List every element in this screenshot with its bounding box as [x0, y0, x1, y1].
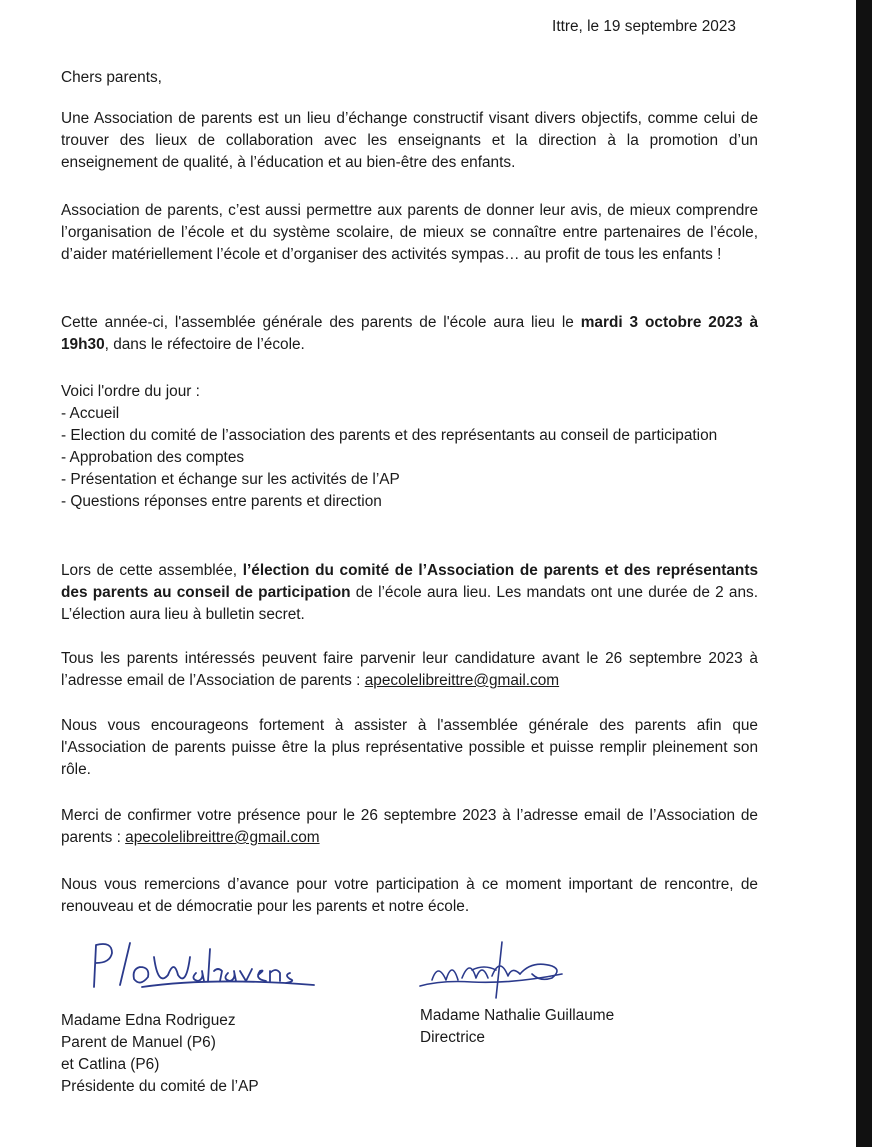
president-parent-of-2: et Catlina (P6)	[61, 1056, 160, 1073]
date-line: Ittre, le 19 septembre 2023	[552, 18, 736, 35]
agenda-list	[61, 403, 758, 513]
agenda-item: - Accueil	[61, 405, 120, 422]
meeting-date: mardi 3 octobre 2023 à 19h30	[61, 314, 758, 353]
paragraph-role: Association de parents, c’est aussi permettre aux parents de donner leur avis, de mieux comprendre l’organisation de l’école et du système scolaire, de mieux se connaître entre partenaires de l’école, d’aider matériellement l’école et d’organiser des activités sympas… au profit de tous les enfants !	[61, 202, 758, 263]
agenda-item: - Questions réponses entre parents et direction	[61, 493, 382, 510]
president-title: Présidente du comité de l’AP	[61, 1078, 259, 1095]
paragraph-meeting-date	[61, 312, 758, 356]
agenda-item: - Approbation des comptes	[61, 449, 245, 466]
paragraph-candidature	[61, 648, 758, 692]
agenda-item: - Présentation et échange sur les activités de l’AP	[61, 471, 400, 488]
president-signature-block	[61, 1010, 259, 1098]
meeting-text-after: , dans le réfectoire de l’école.	[104, 336, 305, 353]
paragraph-election	[61, 560, 758, 626]
director-signature	[412, 940, 582, 1002]
paragraph-thanks: Nous vous remercions d’avance pour votre participation à ce moment important de rencontre, de renouveau et de démocratie pour les parents et notre école.	[61, 876, 758, 915]
confirmation-text: Merci de confirmer votre présence pour le 26 septembre 2023 à l’adresse email de l’Association de parents :	[61, 807, 758, 846]
paragraph-encouragement: Nous vous encourageons fortement à assister à l'assemblée générale des parents afin que l'Association de parents puisse être la plus représentative possible et puisse remplir pleinement son rôle.	[61, 717, 758, 778]
meeting-text-before: Cette année-ci, l'assemblée générale des parents de l'école aura lieu le	[61, 314, 581, 331]
agenda-item: - Election du comité de l’association des parents et des représentants au conseil de participation	[61, 427, 718, 444]
director-title: Directrice	[420, 1029, 485, 1046]
president-parent-of: Parent de Manuel (P6)	[61, 1034, 216, 1051]
paragraph-confirmation	[61, 805, 758, 849]
election-text-after: de l’école aura lieu. Les mandats ont une durée de 2 ans. L’élection aura lieu à bulletin secret.	[61, 584, 758, 623]
president-signature	[82, 935, 332, 997]
director-signature-block	[420, 1005, 614, 1049]
greeting: Chers parents,	[61, 69, 162, 86]
agenda	[61, 381, 758, 513]
email-link[interactable]: apecolelibreittre@gmail.com	[125, 829, 320, 846]
election-highlight: l’élection du comité de l’Association de parents et des représentants des parents au conseil de participation	[61, 562, 758, 601]
paragraph-purpose: Une Association de parents est un lieu d’échange constructif visant divers objectifs, comme celui de trouver des lieux de collaboration avec les enseignants et la direction à la promotion d’un enseignement de qualité, à l’éducation et au bien-être des enfants.	[61, 110, 758, 171]
scan-edge	[856, 0, 872, 1147]
election-text-before: Lors de cette assemblée,	[61, 562, 243, 579]
president-name: Madame Edna Rodriguez	[61, 1012, 236, 1029]
candidature-text: Tous les parents intéressés peuvent faire parvenir leur candidature avant le 26 septembre 2023 à l’adresse email de l’Association de parents :	[61, 650, 758, 689]
agenda-title: Voici l'ordre du jour :	[61, 383, 200, 400]
director-name: Madame Nathalie Guillaume	[420, 1007, 615, 1024]
email-link[interactable]: apecolelibreittre@gmail.com	[364, 672, 560, 689]
